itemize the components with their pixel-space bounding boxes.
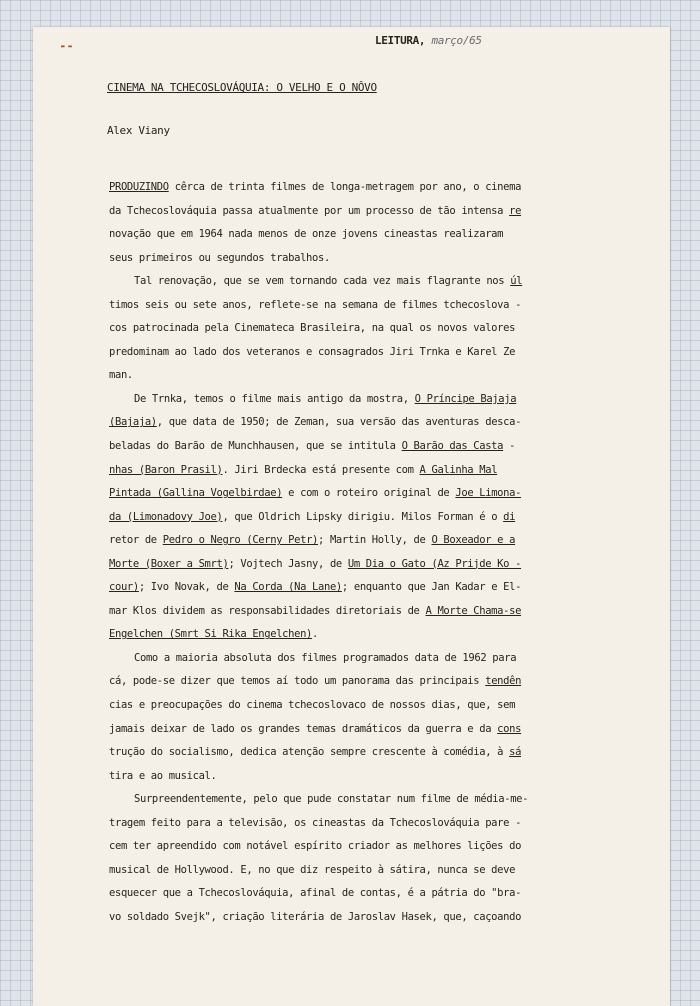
text-line	[109, 411, 649, 435]
text-segment: predominam ao lado dos veteranos e consagrados Jiri Trnka e Karel Ze	[109, 345, 516, 358]
underlined-text: A Galinha Mal	[419, 463, 498, 476]
text-line	[109, 647, 649, 671]
text-line	[109, 435, 649, 459]
underlined-text: re	[509, 204, 522, 217]
text-line	[109, 600, 649, 624]
publication-name: LEITURA	[375, 34, 419, 47]
text-line	[109, 718, 649, 742]
underlined-text: Pintada (Gallina Vogelbirdae)	[109, 487, 283, 500]
text-line	[109, 882, 649, 906]
text-line	[109, 247, 649, 271]
text-segment: cos patrocinada pela Cinemateca Brasileira, na qual os novos valores	[109, 322, 516, 335]
text-line	[109, 364, 649, 388]
text-segment: Como a maioria absoluta dos filmes programados data de 1962 para	[134, 651, 517, 664]
text-line	[109, 223, 649, 247]
text-segment: esquecer que a Tchecoslováquia, afinal de contas, é a pátria do "bra-	[109, 887, 522, 900]
underlined-text: O Barão das Casta	[401, 440, 504, 453]
red-stamp-mark: ▬ ▬	[61, 43, 72, 50]
publication-header: LEITURA, março/65	[375, 34, 482, 47]
underlined-text: di	[503, 510, 516, 523]
underlined-text: da (Limonadovy Joe)	[109, 510, 223, 523]
text-segment: cias e preocupações do cinema tchecoslovaco de nossos dias, que, sem	[109, 699, 516, 712]
text-segment: musical de Hollywood. E, no que diz respeito à sátira, nunca se deve	[109, 863, 516, 876]
text-line	[109, 812, 649, 836]
text-segment: jamais deixar de lado os grandes temas dramáticos da guerra e da	[109, 722, 498, 735]
text-segment: De Trnka, temos o filme mais antigo da mostra,	[134, 392, 415, 405]
underlined-text: Na Corda (Na Lane)	[234, 581, 342, 594]
article-title: CINEMA NA TCHECOSLOVÁQUIA: O VELHO E O NÔVO	[107, 81, 377, 94]
text-segment: ; enquanto que Jan Kadar e El-	[341, 581, 522, 594]
text-line	[109, 694, 649, 718]
text-line	[109, 670, 649, 694]
underlined-text: úl	[510, 275, 523, 288]
text-segment: ; Martin Holly, de	[318, 534, 432, 547]
text-segment: Tal renovação, que se vem tornando cada vez mais flagrante nos	[134, 275, 511, 288]
text-segment: timos seis ou sete anos, reflete-se na semana de filmes tchecoslova -	[109, 298, 522, 311]
text-segment: tira e ao musical.	[109, 769, 217, 782]
text-segment: . Jiri Brdecka está presente com	[222, 463, 420, 476]
text-line	[109, 741, 649, 765]
underlined-text: O Príncipe Bajaja	[414, 392, 517, 405]
text-segment: ; Ivo Novak, de	[138, 581, 235, 594]
text-segment: tragem feito para a televisão, os cineastas da Tchecoslováquia pare -	[109, 816, 522, 829]
article-body	[109, 176, 649, 930]
text-line	[109, 576, 649, 600]
underlined-text: cour)	[109, 581, 139, 594]
text-line	[109, 270, 649, 294]
text-line	[109, 906, 649, 930]
text-line	[109, 788, 649, 812]
underlined-text: Morte (Boxer a Smrt)	[109, 557, 229, 570]
text-line	[109, 459, 649, 483]
text-segment: man.	[109, 369, 133, 382]
text-segment: , que data de 1950; de Zeman, sua versão das aventuras desca-	[156, 416, 522, 429]
text-line	[109, 859, 649, 883]
text-segment: da Tchecoslováquia passa atualmente por um processo de tão intensa	[109, 204, 510, 217]
text-segment: .	[312, 628, 319, 641]
text-segment: seus primeiros ou segundos trabalhos.	[109, 251, 330, 264]
underlined-text: (Bajaja)	[109, 416, 157, 429]
text-line	[109, 200, 649, 224]
underlined-text: A Morte Chama-se	[425, 604, 522, 617]
text-line	[109, 176, 649, 200]
text-segment: , que Oldrich Lipsky dirigiu. Milos Forman é o	[222, 510, 504, 523]
underlined-text: Engelchen (Smrt Si Rika Engelchen)	[109, 628, 313, 641]
underlined-text: Joe Limona-	[455, 487, 522, 500]
underlined-text: Pedro o Negro (Cerny Petr)	[162, 534, 319, 547]
text-line	[109, 317, 649, 341]
text-segment: e com o roteiro original de	[282, 487, 456, 500]
text-line	[109, 482, 649, 506]
text-segment: mar Klos dividem as responsabilidades diretoriais de	[109, 604, 426, 617]
underlined-text: nhas (Baron Prasil)	[109, 463, 223, 476]
text-segment: Surpreendentemente, pelo que pude constatar num filme de média-me-	[134, 793, 529, 806]
article-author: Alex Viany	[107, 124, 170, 137]
text-line	[109, 765, 649, 789]
underlined-text: PRODUZINDO	[109, 181, 169, 193]
text-line	[109, 341, 649, 365]
text-line	[109, 506, 649, 530]
underlined-text: sá	[509, 746, 522, 759]
underlined-text: O Boxeador e a	[431, 534, 516, 547]
text-line	[109, 623, 649, 647]
text-segment: retor de	[109, 534, 163, 547]
text-line	[109, 835, 649, 859]
text-line	[109, 294, 649, 318]
underlined-text: tendên	[485, 675, 522, 688]
text-segment: cêrca de trinta filmes de longa-metragem por ano, o cinema	[168, 181, 522, 193]
text-segment: -	[503, 440, 516, 453]
publication-date: março/65	[431, 34, 482, 47]
text-segment: vo soldado Svejk", criação literária de Jaroslav Hasek, que, caçoando	[109, 910, 522, 923]
paper-sheet	[33, 27, 670, 1006]
text-segment: trução do socialismo, dedica atenção sempre crescente à comédia, à	[109, 746, 510, 759]
underlined-text: Um Dia o Gato (Az Prijde Ko -	[347, 557, 522, 570]
text-line	[109, 388, 649, 412]
text-line	[109, 553, 649, 577]
text-segment: cem ter apreendido com notável espírito criador as melhores lições do	[109, 840, 522, 853]
text-segment: ; Vojtech Jasny, de	[228, 557, 348, 570]
text-line	[109, 529, 649, 553]
underlined-text: cons	[497, 722, 522, 735]
text-segment: cá, pode-se dizer que temos aí todo um panorama das principais	[109, 675, 486, 688]
text-segment: beladas do Barão de Munchhausen, que se intitula	[109, 440, 402, 453]
text-segment: novação que em 1964 nada menos de onze jovens cineastas realizaram	[109, 228, 504, 241]
